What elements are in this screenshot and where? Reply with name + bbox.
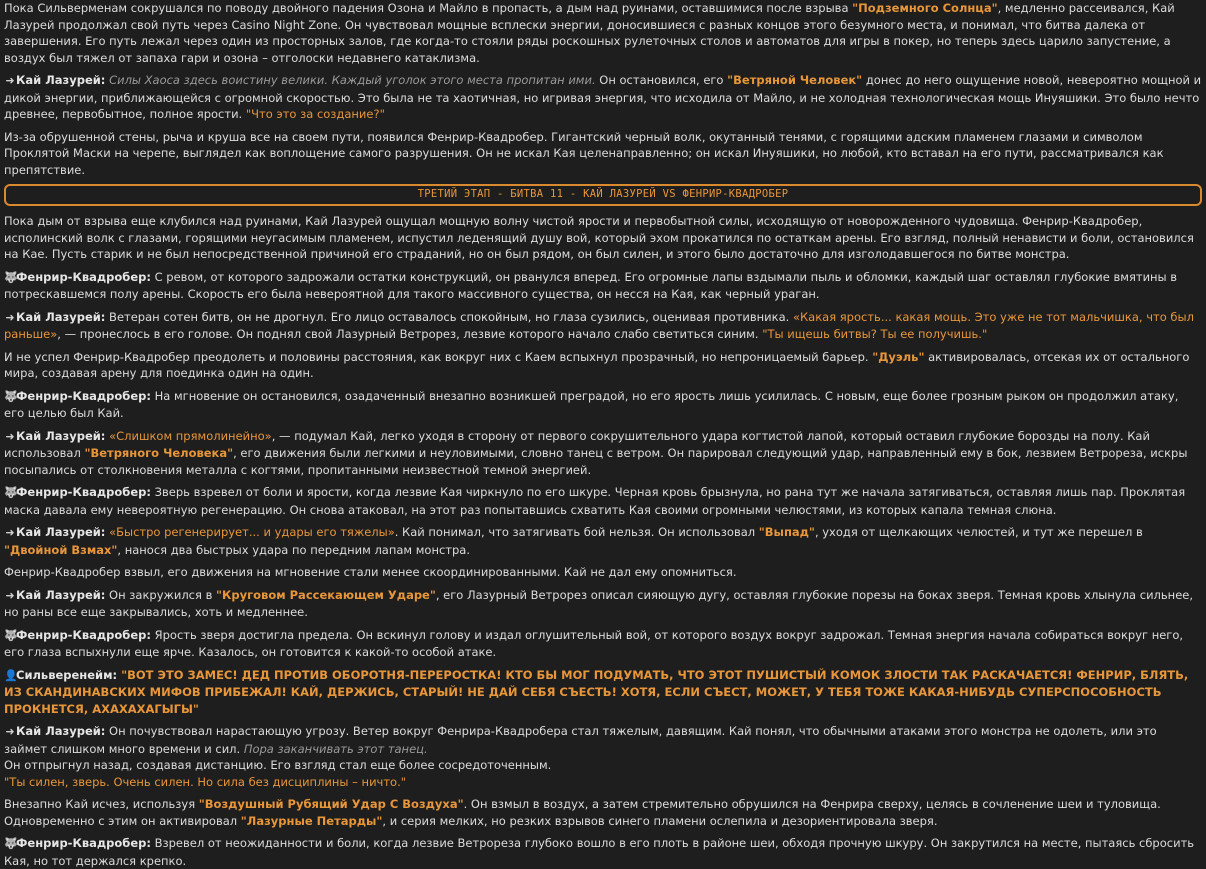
speaker-name: Фенрир-Квадробер: — [16, 388, 151, 403]
thought-text: Пора заканчивать этот танец. — [243, 741, 428, 756]
paragraph-9 — [4, 428, 1202, 479]
arrow-right-icon: ➜ — [5, 310, 15, 324]
quote-text: «Быстро регенерирует... и удары его тяжелы» — [109, 525, 395, 539]
text: , его движения были легкими и неуловимыми, словно танец с ветром. Он парировал следующий удар, направленный ему в бок, лезвием Ветрореза, искры посыпались от столкновения металла с когтями, пропитанными неизвестной темной энергией. — [4, 446, 1188, 477]
speaker-name: Кай Лазурей: — [16, 724, 106, 738]
highlight-term: "Дуэль" — [872, 349, 925, 364]
speaker-name: Кай Лазурей: — [16, 309, 106, 324]
paragraph-13 — [4, 587, 1202, 621]
text: Взревел от неожиданности и боли, когда лезвие Ветрореза глубоко вошло в его плоть в районе шеи, обходя прочную шкуру. Он закрутился на месте, пытаясь сбросить Кая, но тот держался крепко. — [4, 836, 1195, 868]
text: . Он взмыл в воздух, а затем стремительно обрушился на Фенрира сверху, целясь в сочленение шеи и туловища. Одновременно с этим он активировал — [4, 797, 1161, 828]
text: Пока Сильверменам сокрушался по поводу двойного падения Озона и Майло в пропасть, а дым над руинами, оставшимися после взрыва — [4, 1, 853, 15]
arrow-right-icon: ➜ — [5, 588, 15, 602]
speaker-name: Фенрир-Квадробер: — [16, 485, 151, 499]
text: , медленно рассеивался, Кай Лазурей продолжал свой путь через Casino Night Zone. Он чувствовал мощные всплески энергии, доносившиеся с разных концов этого безумного места, и понимал, что битва далека от завершения. Его путь лежал через один из просторных залов, где когда-то стояли ряды роскошных рулеточных столов и автоматов для игры в покер, но теперь здесь царило запустение, а воздух был тяжел от запаха гари и озона – отголоски недавнего катаклизма. — [4, 1, 1175, 65]
shout-text: "ВОТ ЭТО ЗАМЕС! ДЕД ПРОТИВ ОБОРОТНЯ-ПЕРЕРОСТКА! КТО БЫ МОГ ПОДУМАТЬ, ЧТО ЭТОТ ПУШИСТЫЙ КОМОК ЗЛОСТИ ТАК РАСКАЧАЕТСЯ! ФЕНРИР, БЛЯТЬ, ИЗ СКАНДИНАВСКИХ МИФОВ ПРИБЕЖАЛ! КАЙ, ДЕРЖИСЬ, СТАРЫЙ! НЕ ДАЙ СЕБЯ СЪЕСТЬ! ХОТЯ, ЕСЛИ СЪЕСТ, МОЖЕТ, У ТЕБЯ ТОЖЕ КАКАЯ-НИБУДЬ СУПЕРСПОСОБНОСТЬ ПРОКНЕТСЯ, АХАХАХАГЫГЫ" — [4, 667, 1189, 716]
paragraph-7 — [4, 349, 1202, 382]
thought-text: Силы Хаоса здесь воистину велики. Каждый уголок этого места пропитан ими. — [109, 73, 596, 87]
quote-text: «Какая ярость... какая мощь. Это уже не тот мальчишка, что был раньше» — [4, 309, 1194, 341]
wolf-icon: 🐺 — [4, 486, 18, 499]
quote-text: "Что это за создание?" — [245, 107, 385, 121]
paragraph-3: Из-за обрушенной стены, рыча и круша все на своем пути, появился Фенрир-Квадробер. Гигантский черный волк, окутанный тенями, с горящими адским пламенем глазами и символом Проклятой Маски на черепе, выглядел как воплощение самого разрушения. Он не искал Кая целенаправленно; он искал Инуяшики, но любой, кто вставал на его пути, рассматривался как препятствие. — [4, 129, 1164, 177]
arrow-right-icon: ➜ — [5, 74, 15, 87]
paragraph-15 — [4, 667, 1202, 718]
wolf-icon: 🐺 — [4, 628, 18, 642]
wolf-icon: 🐺 — [4, 389, 18, 403]
highlight-term: "Ветряной Человек" — [727, 73, 863, 87]
highlight-term: "Воздушный Рубящий Удар С Воздуха" — [198, 797, 464, 811]
stage-banner: ТРЕТИЙ ЭТАП - БИТВА 11 - КАЙ ЛАЗУРЕЙ VS ФЕНРИР-КВАДРОБЕР — [4, 184, 1202, 206]
highlight-term: "Выпад" — [758, 525, 815, 539]
highlight-term: "Ветряного Человека" — [84, 446, 234, 460]
speaker-name: Кай Лазурей: — [16, 428, 106, 443]
wolf-icon: 🐺 — [4, 837, 18, 850]
speaker-name: Кай Лазурей: — [16, 73, 106, 87]
text: , уходя от щелкающих челюстей, и тут же перешел в — [814, 525, 1143, 539]
paragraph-8 — [4, 388, 1202, 422]
highlight-term: "Лазурные Петарды" — [240, 813, 383, 828]
paragraph-18 — [4, 835, 1202, 869]
text: Он закружился в — [105, 587, 217, 602]
text: активировалась, отсекая их от остального мира, создавая арену для поединка один на один. — [4, 349, 1190, 380]
paragraph-16 — [4, 723, 1202, 790]
paragraph-12: Фенрир-Квадробер взвыл, его движения на мгновение стали менее скоординированными. Кай не дал ему опомниться. — [4, 565, 737, 579]
text: С ревом, от которого задрожали остатки конструкций, он рванулся вперед. Его огромные лапы вздымали пыль и обломки, каждый шаг оставлял глубокие вмятины в потрескавшемся полу арены. Скорость его была невероятной для такого массивного существа, он несся на Кая, как черный ураган. — [4, 269, 1178, 301]
text: , — подумал Кай, легко уходя в сторону от первого сокрушительного удара когтистой лапой, который оставил глубокие борозды на полу. Кай использовал — [4, 428, 1150, 460]
arrow-right-icon: ➜ — [5, 526, 15, 539]
highlight-term: "Двойной Взмах" — [4, 542, 118, 557]
arrow-right-icon: ➜ — [5, 725, 15, 738]
arrow-right-icon: ➜ — [5, 429, 15, 443]
wolf-icon: 🐺 — [4, 270, 18, 284]
speaker-name: Кай Лазурей: — [16, 525, 106, 539]
text: . Кай понимал, что затягивать бой нельзя. Он использовал — [394, 525, 759, 539]
text: , его Лазурный Ветрорез описал сияющую дугу, оставляя глубокие порезы на боках зверя. Темная кровь хлынула сильнее, но раны все еще закрывались, хоть и медленнее. — [4, 587, 1194, 619]
paragraph-10 — [4, 484, 1202, 518]
text: донес до него ощущение новой, невероятно мощной и дикой энергии, приближающейся с огромной скоростью. Это была не та хаотичная, но игривая энергия, что исходила от Майло, и не холодная технологическая мощь Инуяшики. Это было нечто древнее, первобытное, полное ярости. — [4, 73, 1202, 121]
highlight-term: "Круговом Рассекающем Ударе" — [216, 587, 436, 602]
speaker-name: Фенрир-Квадробер: — [16, 627, 151, 642]
quote-text: "Ты ищешь битвы? Ты ее получишь." — [762, 327, 988, 341]
paragraph-14 — [4, 627, 1202, 661]
paragraph-5 — [4, 269, 1202, 303]
speaker-name: Фенрир-Квадробер: — [16, 269, 151, 284]
text: На мгновение он остановился, озадаченный внезапно возникшей преградой, но его ярость лишь усилилась. С новым, еще более грозным рыком он продолжил атаку, его целью был Кай. — [4, 388, 1179, 420]
text: И не успел Фенрир-Квадробер преодолеть и половины расстояния, как вокруг них с Каем вспыхнул прозрачный, но непроницаемый барьер. — [4, 349, 873, 364]
text: , и серия мелких, но резких взрывов синего пламени ослепила и дезориентировала зверя. — [382, 813, 938, 828]
speaker-name: Кай Лазурей: — [16, 587, 106, 602]
paragraph-11 — [4, 524, 1202, 558]
person-icon: 👤 — [4, 668, 18, 682]
quote-text: "Ты силен, зверь. Очень силен. Но сила без дисциплины – ничто." — [4, 774, 407, 789]
text: Ярость зверя достигла предела. Он вскинул голову и издал оглушительный вой, от которого воздух вокруг задрожал. Темная энергия начала собираться вокруг него, его глаза вспыхнули еще ярче. Казалось, он готовится к какой-то особой атаке. — [4, 627, 1184, 659]
speaker-name: Фенрир-Квадробер: — [16, 836, 151, 850]
text: Зверь взревел от боли и ярости, когда лезвие Кая чиркнуло по его шкуре. Черная кровь брызнула, но рана тут же начала затягиваться, оставляя лишь пар. Проклятая маска давала ему невероятную регенерацию. Он снова атаковал, на этот раз попытавшись схватить Кая своими огромными челюстями, из которых капала темная слюна. — [4, 485, 1186, 517]
text: Он почувствовал нарастающую угрозу. Ветер вокруг Фенрира-Квадробера стал тяжелым, давящим. Кай понял, что обычными атаками этого монстра не одолеть, или это займет слишком много времени и сил. — [4, 724, 1157, 756]
speaker-name: Сильверенейм: — [16, 667, 118, 682]
text: Внезапно Кай исчез, используя — [4, 797, 199, 811]
quote-text: «Слишком прямолинейно» — [109, 428, 272, 443]
text: Он остановился, его — [595, 73, 728, 87]
paragraph-4: Пока дым от взрыва еще клубился над руинами, Кай Лазурей ощущал мощную волну чистой ярости и первобытной силы, исходящую от новорожденного чудовища. Фенрир-Квадробер, исполинский волк с глазами, горящими неугасимым пламенем, испустил леденящий душу вой, который эхом прокатился по остаткам арены. Его взгляд, полный ненависти и боли, остановился на Кае. Пусть старик и не был непосредственной причиной его страданий, но он был рядом, он был силен, и этого было достаточно для изголодавшегося по битве монстра. — [4, 214, 1194, 261]
text: , — пронеслось в его голове. Он поднял свой Лазурный Ветрорез, лезвие которого начало слабо светиться синим. — [57, 327, 763, 341]
text: , нанося два быстрых удара по передним лапам монстра. — [117, 542, 471, 557]
paragraph-6 — [4, 309, 1202, 343]
text: Ветеран сотен битв, он не дрогнул. Его лицо оставалось спокойным, но глаза сузились, оценивая противника. — [105, 309, 793, 324]
paragraph-1 — [4, 0, 1202, 66]
text: Он отпрыгнул назад, создавая дистанцию. Его взгляд стал еще более сосредоточенным. — [4, 758, 552, 772]
highlight-term: "Подземного Солнца" — [852, 1, 998, 15]
paragraph-2 — [4, 72, 1202, 123]
paragraph-17 — [4, 796, 1202, 829]
